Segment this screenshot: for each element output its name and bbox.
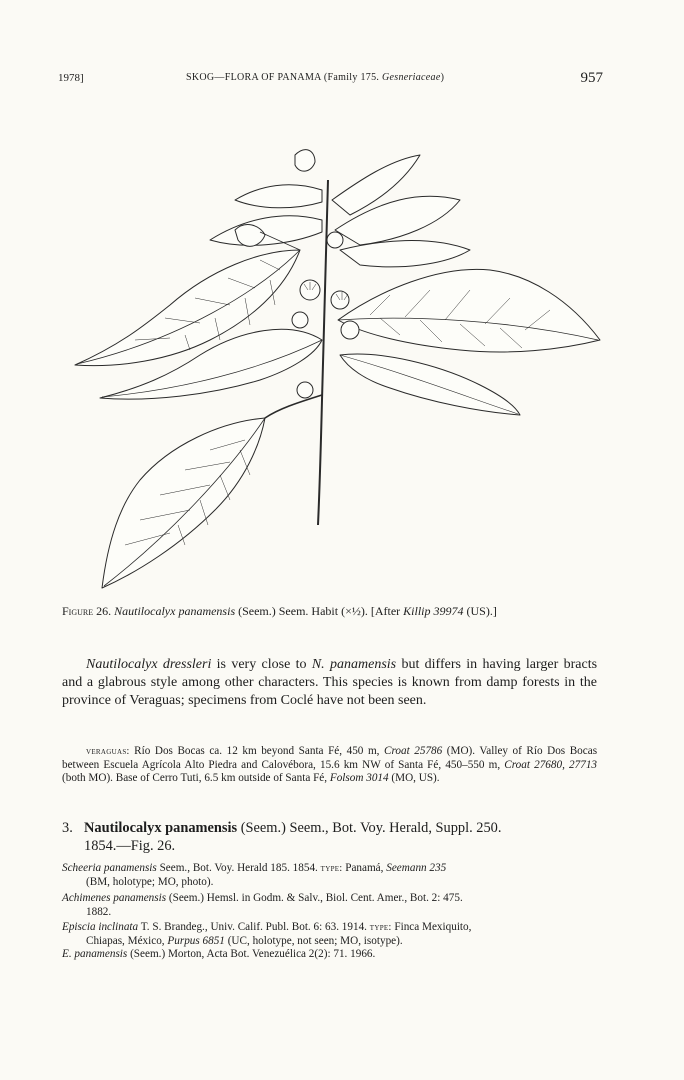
figure-after-name: Killip bbox=[403, 604, 431, 618]
plant-illustration bbox=[60, 140, 610, 600]
specimen-collector3: Folsom 3014 bbox=[329, 772, 389, 784]
synonym-3-name: Episcia inclinata bbox=[62, 921, 139, 933]
running-header bbox=[58, 72, 603, 94]
synonym-2 bbox=[62, 892, 597, 919]
synonym-3 bbox=[62, 921, 597, 948]
plant-drawing-icon bbox=[60, 140, 610, 600]
synonym-1-type-text: Panamá, bbox=[345, 862, 384, 874]
synonym-4-line bbox=[62, 948, 597, 962]
synonym-2-text: (Seem.) Hemsl. in Godm. & Salv., Biol. Cent. Amer., Bot. 2: 475. bbox=[168, 892, 463, 904]
synonym-3-cont-pre: Chiapas, México, bbox=[86, 934, 165, 947]
synonym-1-collector: Seemann 235 bbox=[386, 862, 447, 874]
specimen-province: veraguas: bbox=[86, 746, 130, 757]
synonym-4-text: (Seem.) Morton, Acta Bot. Venezuélica 2(2): 71. 1966. bbox=[130, 948, 376, 960]
paragraph-species: Nautilocalyx dressleri bbox=[86, 657, 212, 672]
synonym-3-collector: Purpus 6851 bbox=[167, 934, 225, 947]
synonym-1-cont: (BM, holotype; MO, photo). bbox=[86, 875, 214, 888]
species-citation-cont: 1854.—Fig. 26. bbox=[84, 838, 176, 854]
species-heading bbox=[62, 819, 597, 855]
header-title-main: SKOG—FLORA OF PANAMA (Family 175. bbox=[186, 72, 380, 83]
specimen-collector1: Croat 25786 bbox=[384, 745, 443, 757]
synonym-1-line bbox=[62, 862, 597, 876]
figure-after: [After bbox=[370, 604, 401, 618]
synonym-1-type-label: type: bbox=[320, 863, 343, 874]
specimen-text3: (both MO). Base of Cerro Tuti, 6.5 km outside of Santa Fé, bbox=[62, 772, 328, 784]
header-title-family: Gesneriaceae bbox=[382, 72, 441, 83]
species-heading-line1 bbox=[62, 819, 597, 837]
specimen-text2: (MO). Valley of Río Dos Bocas between Escuela Agrícola Alto Piedra and Calovébora, 15.6 km NW of Santa Fé, 450–550 m, bbox=[62, 745, 598, 771]
synonym-4-name: E. panamensis bbox=[62, 948, 128, 960]
figure-habit: Habit (×½). bbox=[311, 604, 368, 618]
figure-author: (Seem.) Seem. bbox=[238, 604, 309, 618]
species-citation: (Seem.) Seem., Bot. Voy. Herald, Suppl. 250. bbox=[240, 820, 502, 836]
paragraph-compare: N. panamensis bbox=[311, 657, 397, 672]
specimen-text1: Río Dos Bocas ca. 12 km beyond Santa Fé, 450 m, bbox=[134, 745, 380, 757]
figure-caption bbox=[62, 604, 596, 619]
synonym-2-name: Achimenes panamensis bbox=[62, 892, 167, 904]
paragraph-text2: but differs in having larger bracts and a glabrous style among other characters. This species is known from damp forests in the province of Veraguas; specimens from Coclé have not been seen. bbox=[62, 657, 598, 708]
synonym-2-cont: 1882. bbox=[86, 905, 112, 918]
synonym-1 bbox=[62, 862, 597, 889]
synonym-2-line bbox=[62, 892, 597, 906]
figure-after-number: 39974 bbox=[433, 604, 464, 618]
synonym-1-name: Scheeria panamensis bbox=[62, 862, 157, 874]
discussion-paragraph bbox=[62, 656, 597, 710]
synonym-3-type-label: type: bbox=[369, 922, 392, 933]
species-number: 3. bbox=[62, 820, 73, 836]
page-number: 957 bbox=[580, 70, 603, 86]
specimen-text4: (MO, US). bbox=[391, 772, 440, 784]
synonym-3-text: T. S. Brandeg., Univ. Calif. Publ. Bot. 6: 63. 1914. bbox=[140, 921, 367, 933]
synonym-3-cont-text: (UC, holotype, not seen; MO, isotype). bbox=[227, 934, 403, 947]
header-title bbox=[186, 72, 444, 83]
synonym-4 bbox=[62, 948, 597, 962]
header-year: 1978] bbox=[58, 72, 84, 84]
figure-species: Nautilocalyx panamensis bbox=[114, 604, 236, 618]
species-name: Nautilocalyx panamensis bbox=[84, 820, 238, 836]
header-title-close: ) bbox=[440, 72, 445, 83]
synonym-1-text: Seem., Bot. Voy. Herald 185. 1854. bbox=[159, 862, 318, 874]
synonym-3-line bbox=[62, 921, 597, 935]
figure-label: Figure 26. bbox=[62, 604, 112, 618]
synonym-3-cont bbox=[62, 935, 597, 949]
synonym-3-type-text: Finca Mexiquito, bbox=[394, 921, 472, 933]
figure-after-herbarium: (US).] bbox=[466, 604, 497, 618]
paragraph-text1: is very close to bbox=[216, 657, 307, 672]
specimen-citations bbox=[62, 745, 597, 786]
specimen-collector2: Croat 27680, 27713 bbox=[504, 758, 598, 771]
